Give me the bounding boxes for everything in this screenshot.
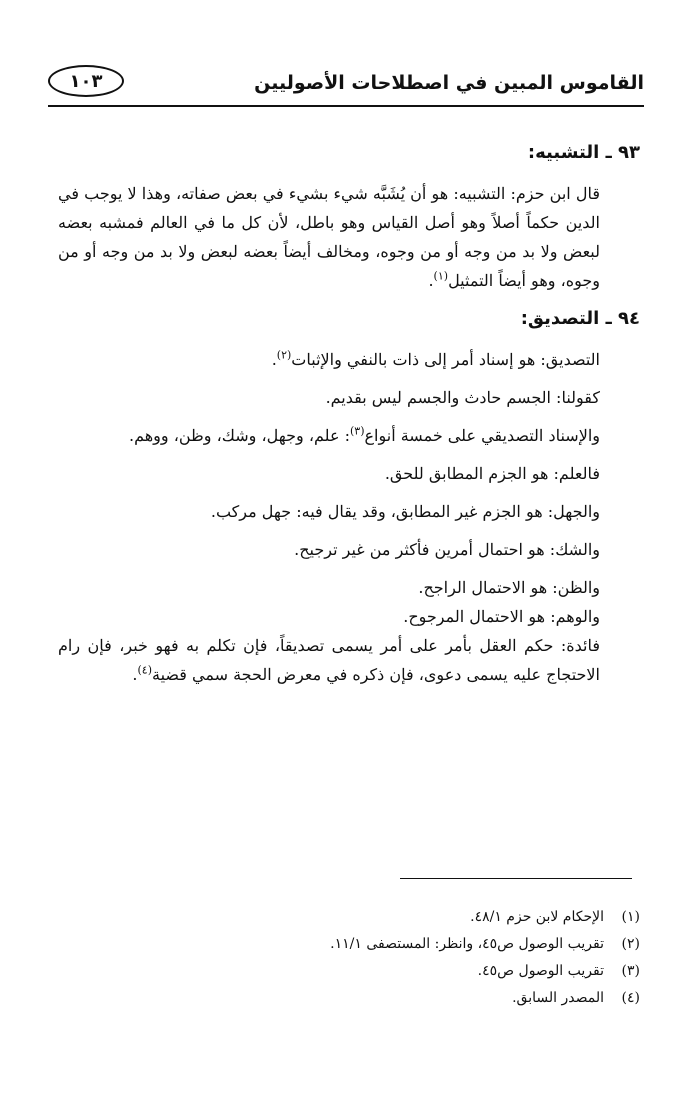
section-93-title: ٩٣ ـ التشبيه: xyxy=(527,142,640,163)
header-divider xyxy=(48,105,644,107)
footnotes xyxy=(80,904,640,1012)
book-title: القاموس المبين في اصطلاحات الأصوليين xyxy=(254,72,644,94)
footnote-item: (١) الإحكام لابن حزم ٤٨/١. xyxy=(470,909,640,925)
knowledge-line: فالعلم: هو الجزم المطابق للحق. xyxy=(384,464,600,483)
footnote-item: (٤) المصدر السابق. xyxy=(512,990,640,1006)
section-93-paragraph: قال ابن حزم: التشبيه: هو أن يُشَبَّه شيء بشيء في بعض صفاته، وهذا لا يوجب في الدين حكماً أصلاً وهو أصل القياس وهو باطل، لأن كل ما في العالم فمشبه بعضه لبعض ولا بد من وجه أو من وجوه، ومخالف أيضاً بعضه لبعض ولا بد من وجه أو من وجوه، وهو أيضاً التمثيل$^{(١)}$. xyxy=(58,184,600,290)
footnote-divider xyxy=(400,878,632,879)
illusion-line: والوهم: هو الاحتمال المرجوح. xyxy=(403,607,600,626)
types-line: والإسناد التصديقي على خمسة أنواع$^{(٣)}$: علم، وجهل، وشك، وظن، ووهم. xyxy=(129,424,600,445)
ignorance-line: والجهل: هو الجزم غير المطابق، وقد يقال فيه: جهل مركب. xyxy=(210,502,600,521)
main-text xyxy=(58,138,640,689)
example-line: كقولنا: الجسم حادث والجسم ليس بقديم. xyxy=(325,388,600,407)
footnote-item: (٣) تقريب الوصول ص٤٥. xyxy=(477,963,640,979)
page-number: ١٠٣ xyxy=(48,65,124,97)
conjecture-line: والظن: هو الاحتمال الراجح. xyxy=(418,578,600,597)
footnote-ref-1: (١) xyxy=(433,269,449,283)
benefit-paragraph: فائدة: حكم العقل بأمر على أمر يسمى تصديقاً، فإن تكلم به فهو خبر، فإن رام الاحتجاج عليه يسمى دعوى، فإن ذكره في معرض الحجة سمي قضية$^{(٤)}$. xyxy=(58,636,600,684)
footnote-ref-3: (٣) xyxy=(349,424,365,438)
definition-line: التصديق: هو إسناد أمر إلى ذات بالنفي والإثبات$^{(٢)}$. xyxy=(271,348,600,369)
running-header xyxy=(48,60,644,104)
doubt-line: والشك: هو احتمال أمرين فأكثر من غير ترجيح. xyxy=(294,540,600,559)
footnote-ref-4: (٤) xyxy=(137,663,152,677)
footnote-ref-2: (٢) xyxy=(276,348,292,362)
footnote-item: (٢) تقريب الوصول ص٤٥، وانظر: المستصفى ١١/١. xyxy=(330,936,640,952)
section-94-title: ٩٤ ـ التصديق: xyxy=(520,308,640,329)
